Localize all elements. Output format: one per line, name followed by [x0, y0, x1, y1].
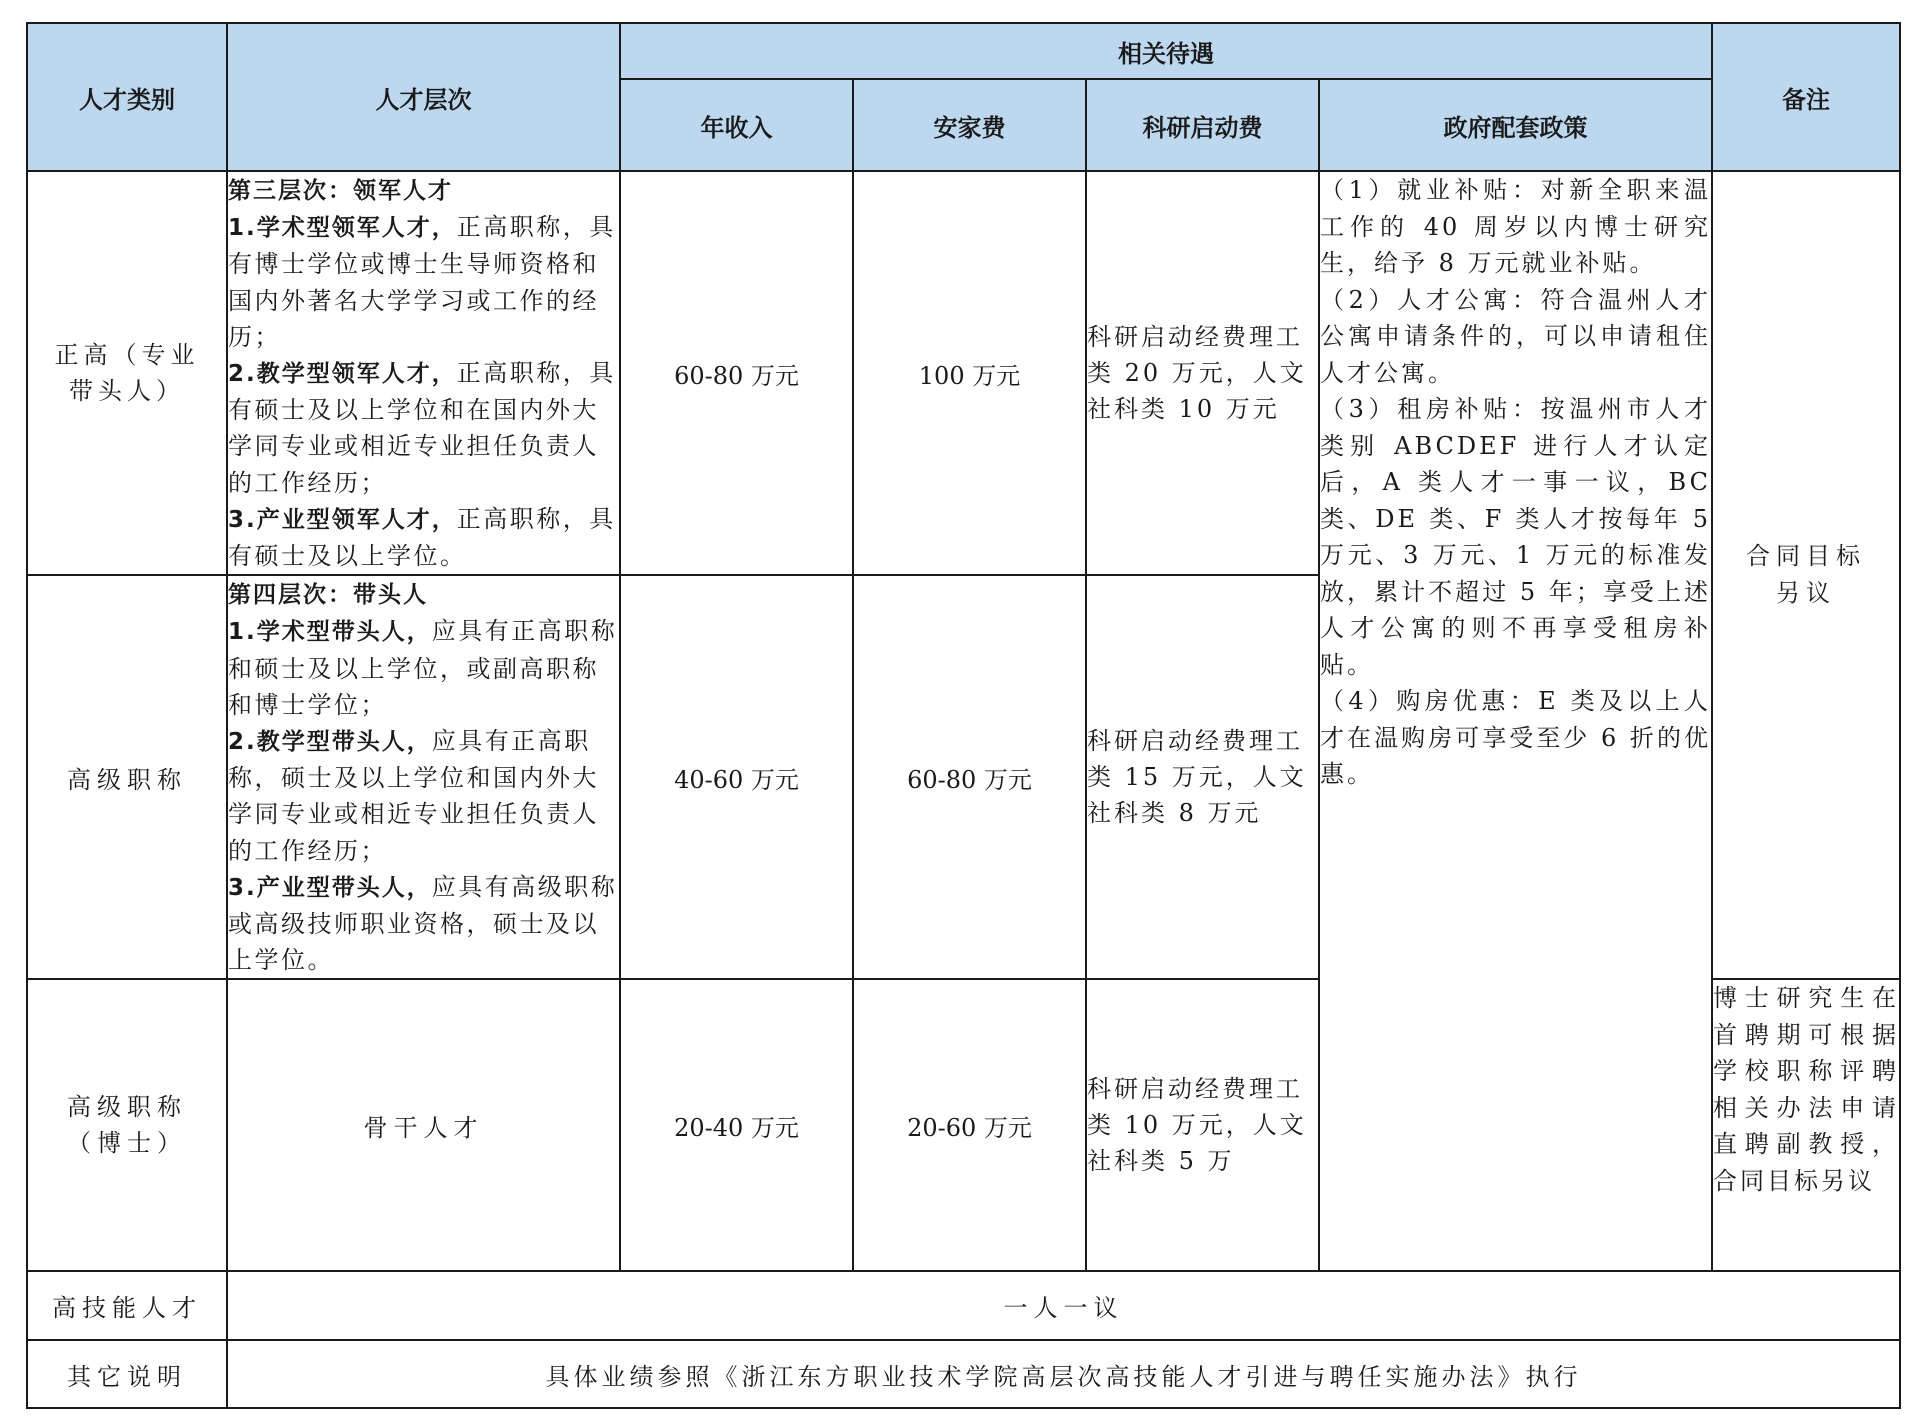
- level-item-bold: 2.教学型带头人，: [228, 729, 432, 756]
- header-gov-policy: 政府配套政策: [1319, 79, 1712, 171]
- research-fund-cell: 科研启动经费理工类 15 万元，人文社科类 8 万元: [1086, 575, 1319, 979]
- research-fund-cell: 科研启动经费理工类 10 万元，人文社科类 5 万: [1086, 979, 1319, 1271]
- policy-item: （1）就业补贴：对新全职来温工作的 40 周岁以内博士研究生，给予 8 万元就业补贴。: [1320, 176, 1711, 277]
- table-row: [27, 171, 1900, 575]
- header-benefits: 相关待遇: [620, 23, 1712, 79]
- category-cell: [27, 171, 227, 575]
- level-title: 第四层次：带头人: [228, 582, 428, 609]
- header-settlement-fee: 安家费: [853, 79, 1086, 171]
- level-item-bold: 1.学术型带头人，: [228, 619, 432, 646]
- category-line: 高级职称: [67, 1093, 187, 1122]
- remarks-line: 合同目标: [1746, 542, 1866, 571]
- annual-income-cell: 60-80 万元: [620, 171, 853, 575]
- talent-policy-table: [26, 22, 1901, 1409]
- policy-item: （4）购房优惠：E 类及以上人才在温购房可享受至少 6 折的优惠。: [1320, 687, 1711, 788]
- annual-income-cell: 40-60 万元: [620, 575, 853, 979]
- header-level: 人才层次: [227, 23, 620, 171]
- level-item-text: 正高职称，具有博士学位或博士生导师资格和国内外著名大学学习或工作的经历；: [228, 213, 616, 351]
- category-cell: 高级职称: [27, 575, 227, 979]
- category-cell: [27, 979, 227, 1271]
- level-item-bold: 3.产业型带头人，: [228, 874, 432, 901]
- level-cell: 骨干人才: [227, 979, 620, 1271]
- level-item-text: 应具有高级职称或高级技师职业资格，硕士及以上学位。: [228, 872, 618, 975]
- gov-policy-cell: [1319, 171, 1712, 1271]
- high-skill-value: 一人一议: [227, 1271, 1900, 1340]
- level-item-bold: 3.产业型领军人才，: [228, 506, 457, 533]
- header-annual-income: 年收入: [620, 79, 853, 171]
- header-remarks: 备注: [1712, 23, 1900, 171]
- remarks-cell: [1712, 171, 1900, 979]
- header-category: 人才类别: [27, 23, 227, 171]
- level-cell: [227, 575, 620, 979]
- policy-item: （2）人才公寓：符合温州人才公寓申请条件的，可以申请租住人才公寓。: [1320, 285, 1711, 387]
- remarks-line: 另议: [1776, 579, 1836, 608]
- level-item-text: 正高职称，具有硕士及以上学位和在国内外大学同专业或相近专业担任负责人的工作经历；: [228, 359, 616, 497]
- annual-income-cell: 20-40 万元: [620, 979, 853, 1271]
- high-skill-label: 高技能人才: [27, 1271, 227, 1340]
- policy-item: （3）租房补贴：按温州市人才类别 ABCDEF 进行人才认定后，A 类人才一事一议，BC 类、DE 类、F 类人才按每年 5 万元、3 万元、1 万元的标准发放，累计不超过 5 年；享受上述人才公寓的则不再享受租房补贴。: [1320, 395, 1711, 679]
- other-label: 其它说明: [27, 1340, 227, 1408]
- level-item-bold: 1.学术型领军人才，: [228, 215, 457, 242]
- level-item-text: 应具有正高职称和硕士及以上学位，或副高职称和博士学位；: [228, 617, 618, 719]
- remarks-cell: 博士研究生在首聘期可根据学校职称评聘相关办法申请直聘副教授，合同目标另议: [1712, 979, 1900, 1271]
- category-line: （博士）: [67, 1129, 187, 1158]
- research-fund-cell: 科研启动经费理工类 20 万元，人文社科类 10 万元: [1086, 171, 1319, 575]
- category-text: 正高（专业带头人）: [54, 341, 200, 406]
- settlement-fee-cell: 20-60 万元: [853, 979, 1086, 1271]
- table-row: [27, 1340, 1900, 1408]
- level-item-text: 应具有正高职称，硕士及以上学位和国内外大学同专业或相近专业担任负责人的工作经历；: [228, 727, 599, 865]
- level-item-bold: 2.教学型领军人才，: [228, 361, 457, 388]
- header-research-fund: 科研启动费: [1086, 79, 1319, 171]
- other-value: 具体业绩参照《浙江东方职业技术学院高层次高技能人才引进与聘任实施办法》执行: [227, 1340, 1900, 1408]
- level-cell: [227, 171, 620, 575]
- settlement-fee-cell: 100 万元: [853, 171, 1086, 575]
- level-title: 第三层次：领军人才: [228, 178, 453, 204]
- level-item-text: 正高职称，具有硕士及以上学位。: [228, 504, 616, 571]
- table-row: [27, 1271, 1900, 1340]
- settlement-fee-cell: 60-80 万元: [853, 575, 1086, 979]
